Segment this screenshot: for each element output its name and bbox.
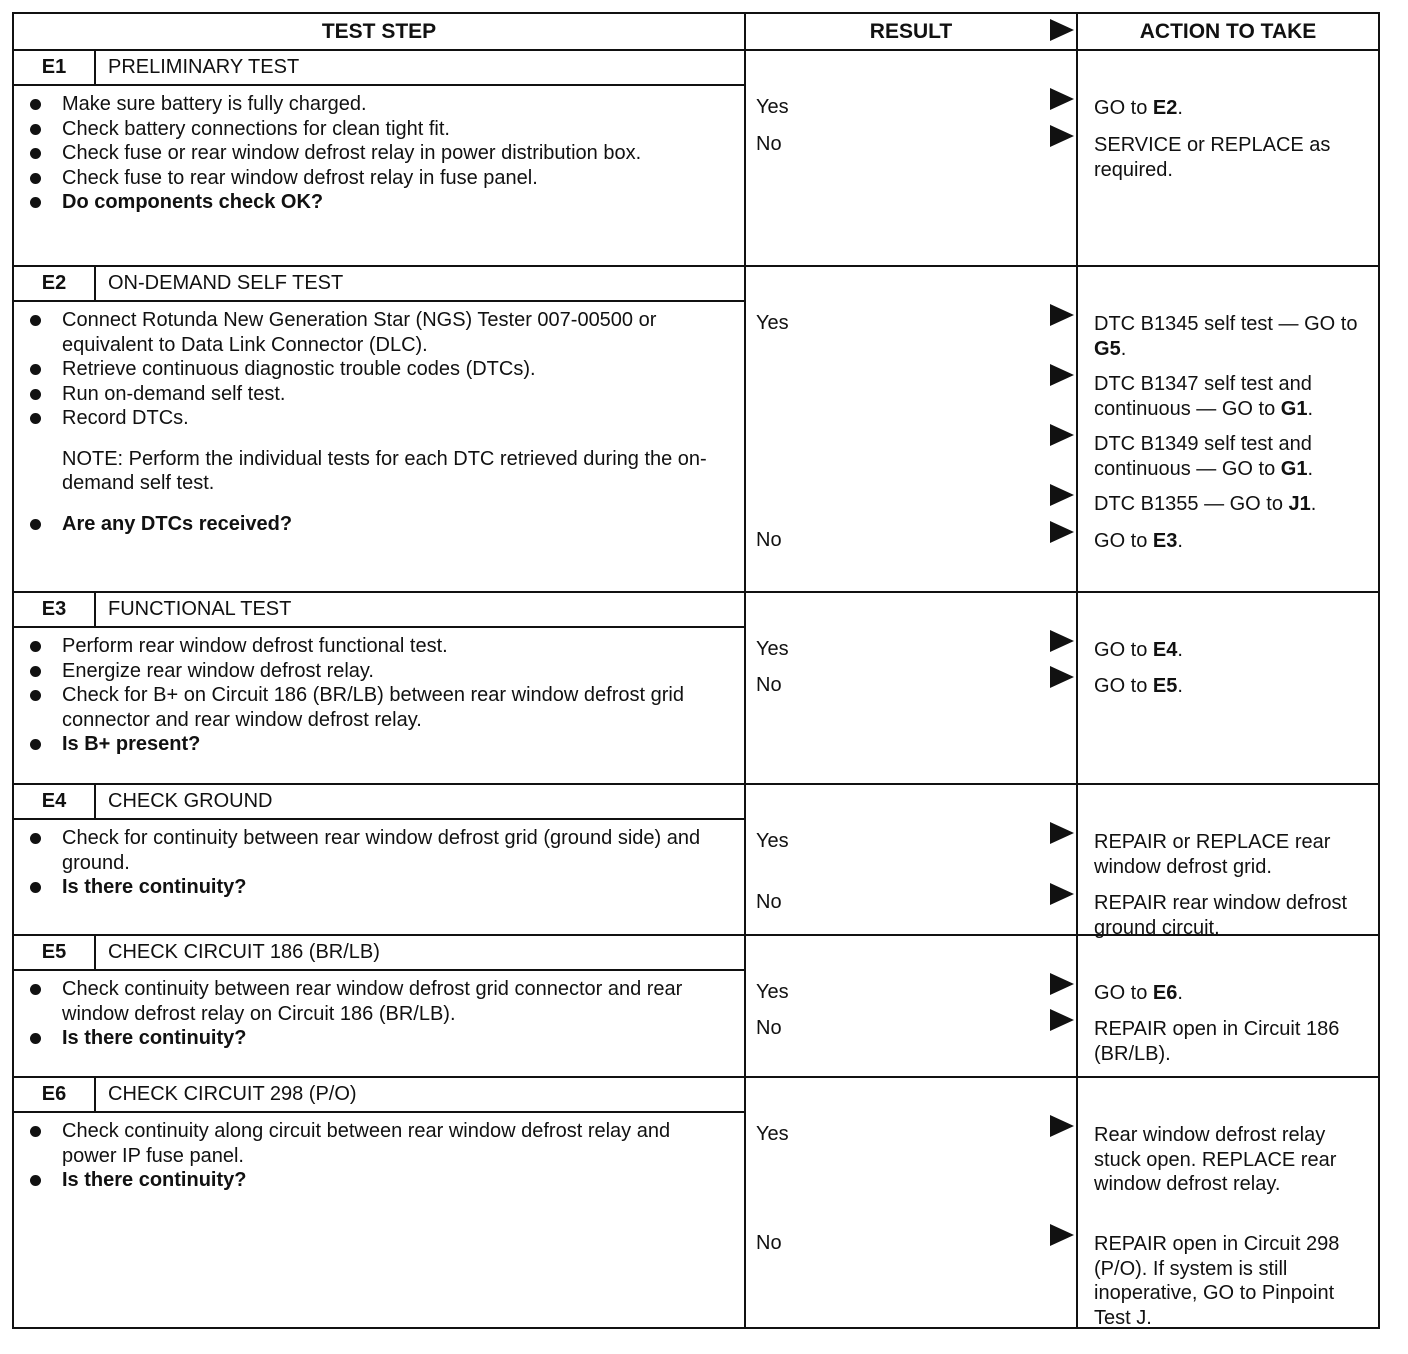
result-label: Yes: [756, 96, 789, 118]
step-question-list: [24, 512, 714, 537]
header-action: ACTION TO TAKE: [1077, 13, 1379, 50]
step-item: Check fuse to rear window defrost relay in fuse panel.: [24, 166, 714, 191]
step-item: Check continuity between rear window defrost grid connector and rear window defrost relay on Circuit 186 (BR/LB).: [24, 977, 714, 1026]
step-item: Energize rear window defrost relay.: [24, 659, 714, 684]
step-question: Is B+ present?: [24, 732, 714, 757]
result-label: Yes: [756, 1123, 789, 1145]
step-list: [24, 308, 714, 431]
arrow-icon: [1050, 1115, 1074, 1137]
step-code: E3: [13, 592, 95, 627]
arrow-icon: [1050, 424, 1074, 446]
step-item: Connect Rotunda New Generation Star (NGS) Tester 007-00500 or equivalent to Data Link Connector (DLC).: [24, 308, 714, 357]
step-question: Is there continuity?: [24, 1026, 714, 1051]
step-question: Do components check OK?: [24, 190, 714, 215]
step-item: Make sure battery is fully charged.: [24, 92, 714, 117]
step-title-row: [13, 592, 1379, 627]
action-text: GO to E2.: [1094, 97, 1183, 119]
action-text: REPAIR open in Circuit 186 (BR/LB).: [1094, 1018, 1340, 1065]
step-body: [13, 627, 745, 784]
arrow-icon: [1050, 304, 1074, 326]
result-label: No: [756, 529, 782, 551]
arrow-icon: [1050, 1009, 1074, 1031]
result-cell: [745, 935, 1077, 1077]
action-target: E2: [1152, 97, 1178, 119]
step-title-row: [13, 784, 1379, 819]
arrow-icon: [1050, 822, 1074, 844]
arrow-icon: [1050, 521, 1074, 543]
arrow-icon: [1050, 973, 1074, 995]
action-text: GO to E3.: [1094, 530, 1183, 552]
step-item: Retrieve continuous diagnostic trouble codes (DTCs).: [24, 357, 714, 382]
step-code: E1: [13, 50, 95, 85]
step-title-row: [13, 50, 1379, 85]
result-label: Yes: [756, 830, 789, 852]
result-cell: [745, 1077, 1077, 1328]
action-target: G1: [1280, 457, 1308, 480]
step-item: Perform rear window defrost functional test.: [24, 634, 714, 659]
step-title-row: [13, 266, 1379, 301]
step-item: Check battery connections for clean tight fit.: [24, 117, 714, 142]
arrow-icon: [1050, 125, 1074, 147]
step-title: CHECK CIRCUIT 186 (BR/LB): [95, 935, 745, 970]
header-result-label: RESULT: [869, 19, 953, 43]
header-result: [745, 13, 1077, 50]
result-label: No: [756, 674, 782, 696]
step-code: E2: [13, 266, 95, 301]
action-cell: [1077, 1077, 1379, 1328]
step-code: E6: [13, 1077, 95, 1112]
action-text: DTC B1347 self test and continuous — GO to G1.: [1094, 373, 1314, 420]
action-text: Rear window defrost relay stuck open. REPLACE rear window defrost relay.: [1094, 1124, 1337, 1195]
step-code: E4: [13, 784, 95, 819]
header-row: [13, 13, 1379, 50]
step-body: [13, 301, 745, 592]
action-text: DTC B1345 self test — GO to G5.: [1094, 313, 1358, 360]
action-target: E6: [1152, 982, 1178, 1004]
result-cell: [745, 592, 1077, 784]
step-title: PRELIMINARY TEST: [95, 50, 745, 85]
result-cell: [745, 266, 1077, 592]
arrow-icon: [1050, 883, 1074, 905]
action-text: DTC B1355 — GO to J1.: [1094, 493, 1317, 515]
step-code: E5: [13, 935, 95, 970]
arrow-icon: [1050, 19, 1074, 41]
arrow-icon: [1050, 666, 1074, 688]
action-text: REPAIR rear window defrost ground circuit.: [1094, 892, 1348, 939]
result-label: No: [756, 1232, 782, 1254]
arrow-icon: [1050, 484, 1074, 506]
result-label: Yes: [756, 312, 789, 334]
step-title: FUNCTIONAL TEST: [95, 592, 745, 627]
action-cell: [1077, 784, 1379, 939]
action-text: DTC B1349 self test and continuous — GO to G1.: [1094, 433, 1314, 480]
step-item: Check for B+ on Circuit 186 (BR/LB) between rear window defrost grid connector and rear window defrost relay.: [24, 683, 714, 732]
action-text: REPAIR open in Circuit 298 (P/O). If system is still inoperative, GO to Pinpoint Test J.: [1094, 1233, 1340, 1329]
step-title-row: [13, 1077, 1379, 1112]
step-list: [24, 826, 714, 900]
action-text: GO to E4.: [1094, 639, 1183, 661]
arrow-icon: [1050, 88, 1074, 110]
step-item: Check fuse or rear window defrost relay in power distribution box.: [24, 141, 714, 166]
action-target: E5: [1152, 675, 1178, 697]
arrow-icon: [1050, 1224, 1074, 1246]
action-text: REPAIR or REPLACE rear window defrost grid.: [1094, 831, 1331, 878]
action-cell: [1077, 935, 1379, 1077]
step-list: [24, 977, 714, 1051]
result-label: No: [756, 1017, 782, 1039]
header-test-step: TEST STEP: [13, 13, 745, 50]
action-cell: [1077, 592, 1379, 784]
action-cell: [1077, 266, 1379, 592]
action-target: G1: [1280, 397, 1308, 420]
step-item: Run on-demand self test.: [24, 382, 714, 407]
step-body: [13, 970, 745, 1077]
result-cell: [745, 784, 1077, 935]
diagnostic-table: [12, 12, 1380, 1329]
action-target: E3: [1152, 530, 1178, 552]
action-target: J1: [1288, 493, 1311, 515]
step-body: [13, 1112, 745, 1328]
step-note: NOTE: Perform the individual tests for each DTC retrieved during the on-demand self test.: [62, 447, 707, 494]
step-title: CHECK GROUND: [95, 784, 745, 819]
step-title: ON-DEMAND SELF TEST: [95, 266, 745, 301]
action-text: SERVICE or REPLACE as required.: [1094, 134, 1331, 181]
step-list: [24, 1119, 714, 1193]
step-body: [13, 85, 745, 266]
action-cell: [1077, 50, 1379, 266]
arrow-icon: [1050, 364, 1074, 386]
result-label: Yes: [756, 981, 789, 1003]
step-item: Check continuity along circuit between rear window defrost relay and power IP fuse panel.: [24, 1119, 714, 1168]
step-item: Record DTCs.: [24, 406, 714, 431]
action-text: GO to E5.: [1094, 675, 1183, 697]
result-label: No: [756, 133, 782, 155]
step-question: Are any DTCs received?: [24, 512, 714, 537]
step-title: CHECK CIRCUIT 298 (P/O): [95, 1077, 745, 1112]
action-target: G5: [1094, 337, 1121, 360]
arrow-icon: [1050, 630, 1074, 652]
step-list: [24, 634, 714, 757]
step-list: [24, 92, 714, 215]
step-item: Check for continuity between rear window defrost grid (ground side) and ground.: [24, 826, 714, 875]
step-question: Is there continuity?: [24, 875, 714, 900]
step-title-row: [13, 935, 1379, 970]
action-text: GO to E6.: [1094, 982, 1183, 1004]
result-label: No: [756, 891, 782, 913]
step-question: Is there continuity?: [24, 1168, 714, 1193]
action-target: E4: [1152, 639, 1178, 661]
result-cell: [745, 50, 1077, 266]
step-body: [13, 819, 745, 935]
result-label: Yes: [756, 638, 789, 660]
